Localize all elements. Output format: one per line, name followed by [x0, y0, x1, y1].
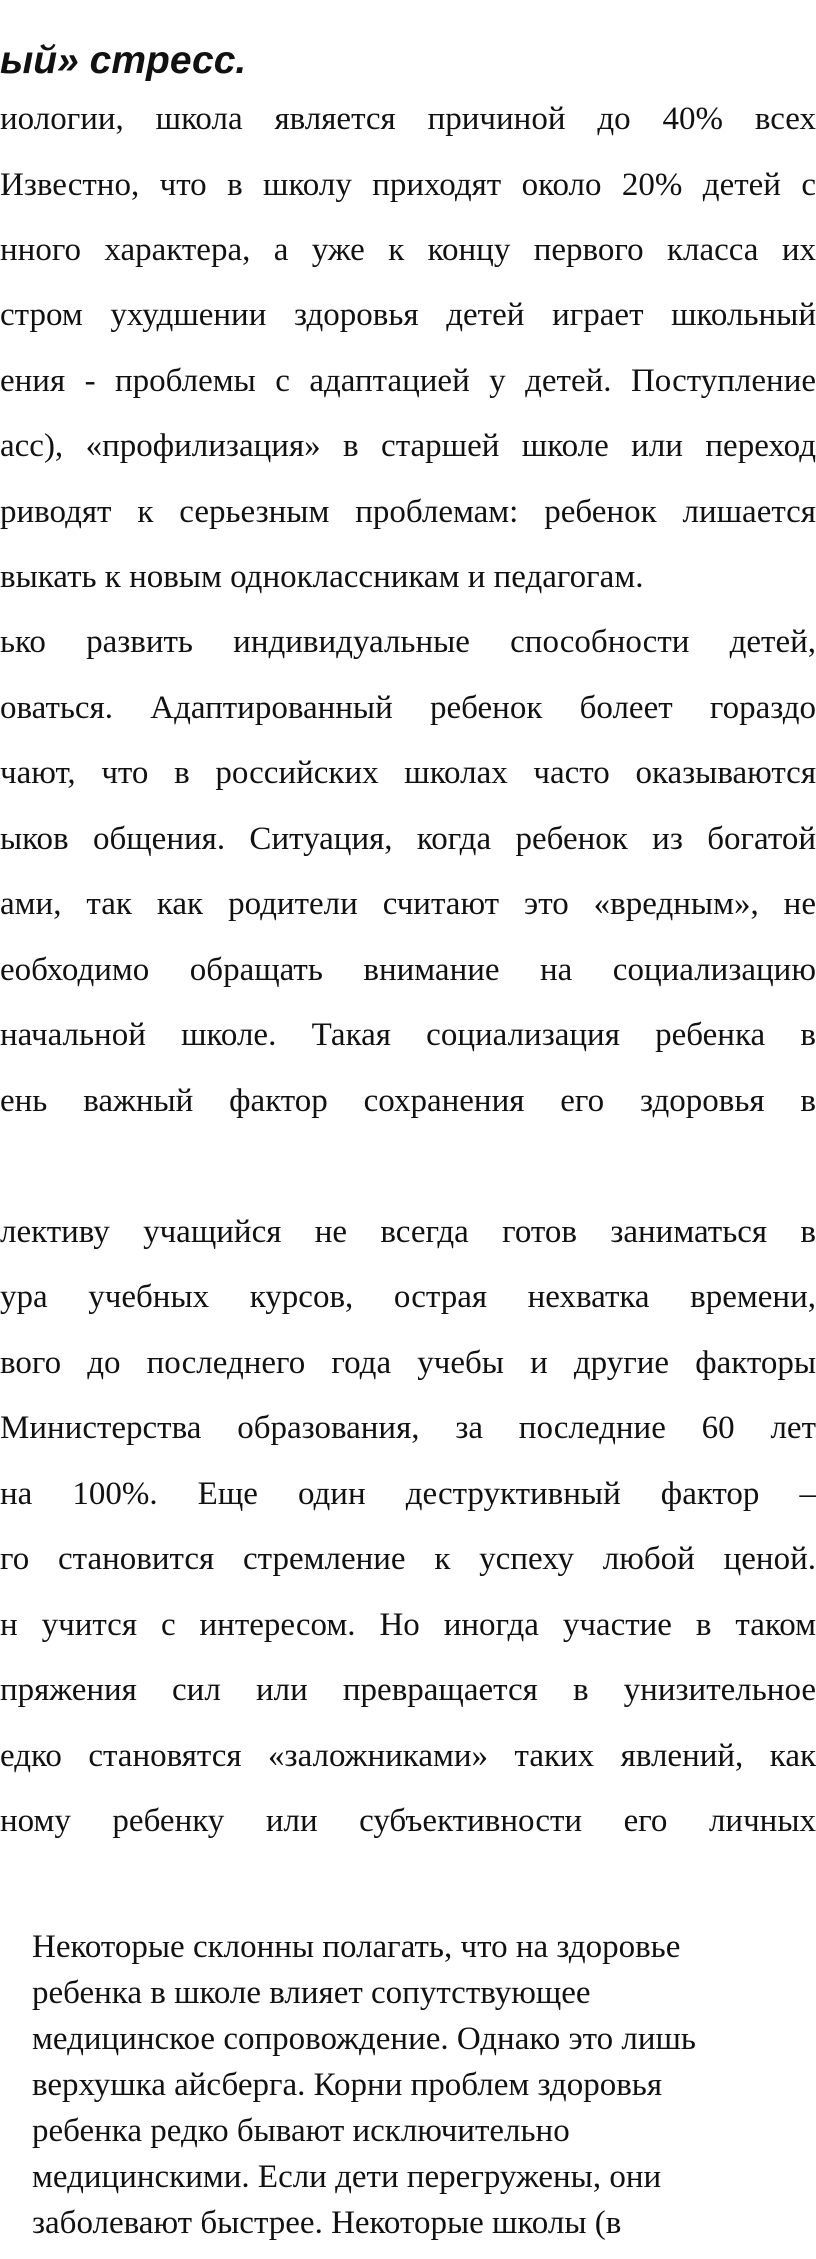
text-line: оваться. Адаптированный ребенок болеет гораздо	[0, 690, 816, 726]
text-line: Министерства образования, за последние 60 лет	[0, 1410, 816, 1446]
text-line: верхушка айсберга. Корни проблем здоровья	[32, 2067, 663, 2103]
text-line: вого до последнего года учебы и другие факторы	[0, 1345, 816, 1381]
text-line: стром ухудшении здоровья детей играет школьный	[0, 297, 816, 333]
text-line: ному ребенку или субъективности его личных	[0, 1803, 816, 1839]
text-line: ура учебных курсов, острая нехватка времени,	[0, 1279, 816, 1315]
text-line: Известно, что в школу приходят около 20% детей с	[0, 167, 816, 203]
text-line: н учится с интересом. Но иногда участие в таком	[0, 1607, 816, 1643]
text-line: ения - проблемы с адаптацией у детей. Поступление	[0, 363, 816, 399]
text-line: медицинское сопровождение. Однако это лишь	[32, 2021, 696, 2057]
text-line: ыков общения. Ситуация, когда ребенок из богатой	[0, 821, 816, 857]
text-line: пряжения сил или превращается в унизительное	[0, 1672, 816, 1708]
text-line: едко становятся «заложниками» таких явлений, как	[0, 1738, 816, 1774]
text-line: риводят к серьезным проблемам: ребенок лишается	[0, 494, 816, 530]
text-line: иологии, школа является причиной до 40% всех	[0, 101, 816, 137]
text-line: ребенка в школе влияет сопутствующее	[32, 1975, 591, 2011]
text-line: медицинскими. Если дети перегружены, они	[32, 2159, 662, 2195]
text-line: лективу учащийся не всегда готов заниматься в	[0, 1214, 816, 1250]
text-line: ами, так как родители считают это «вредным», не	[0, 886, 816, 922]
text-line: ько развить индивидуальные способности детей,	[0, 624, 816, 660]
text-line: ень важный фактор сохранения его здоровья в	[0, 1083, 816, 1119]
text-line: чают, что в российских школах часто оказываются	[0, 755, 816, 791]
text-line: го становится стремление к успеху любой ценой.	[0, 1541, 816, 1577]
text-line: Некоторые склонны полагать, что на здоровье	[32, 1929, 681, 1965]
text-line: нного характера, а уже к концу первого класса их	[0, 232, 816, 268]
text-line: ребенка редко бывают исключительно	[32, 2113, 570, 2149]
text-line: выкать к новым одноклассникам и педагогам.	[0, 559, 644, 595]
section-heading: ый» стресс.	[0, 39, 247, 82]
text-line: заболевают быстрее. Некоторые школы (в	[32, 2205, 622, 2241]
text-line: на 100%. Еще один деструктивный фактор –	[0, 1476, 816, 1512]
text-line: еобходимо обращать внимание на социализацию	[0, 952, 816, 988]
text-line: начальной школе. Такая социализация ребенка в	[0, 1017, 816, 1053]
text-line: асс), «профилизация» в старшей школе или переход	[0, 428, 816, 464]
